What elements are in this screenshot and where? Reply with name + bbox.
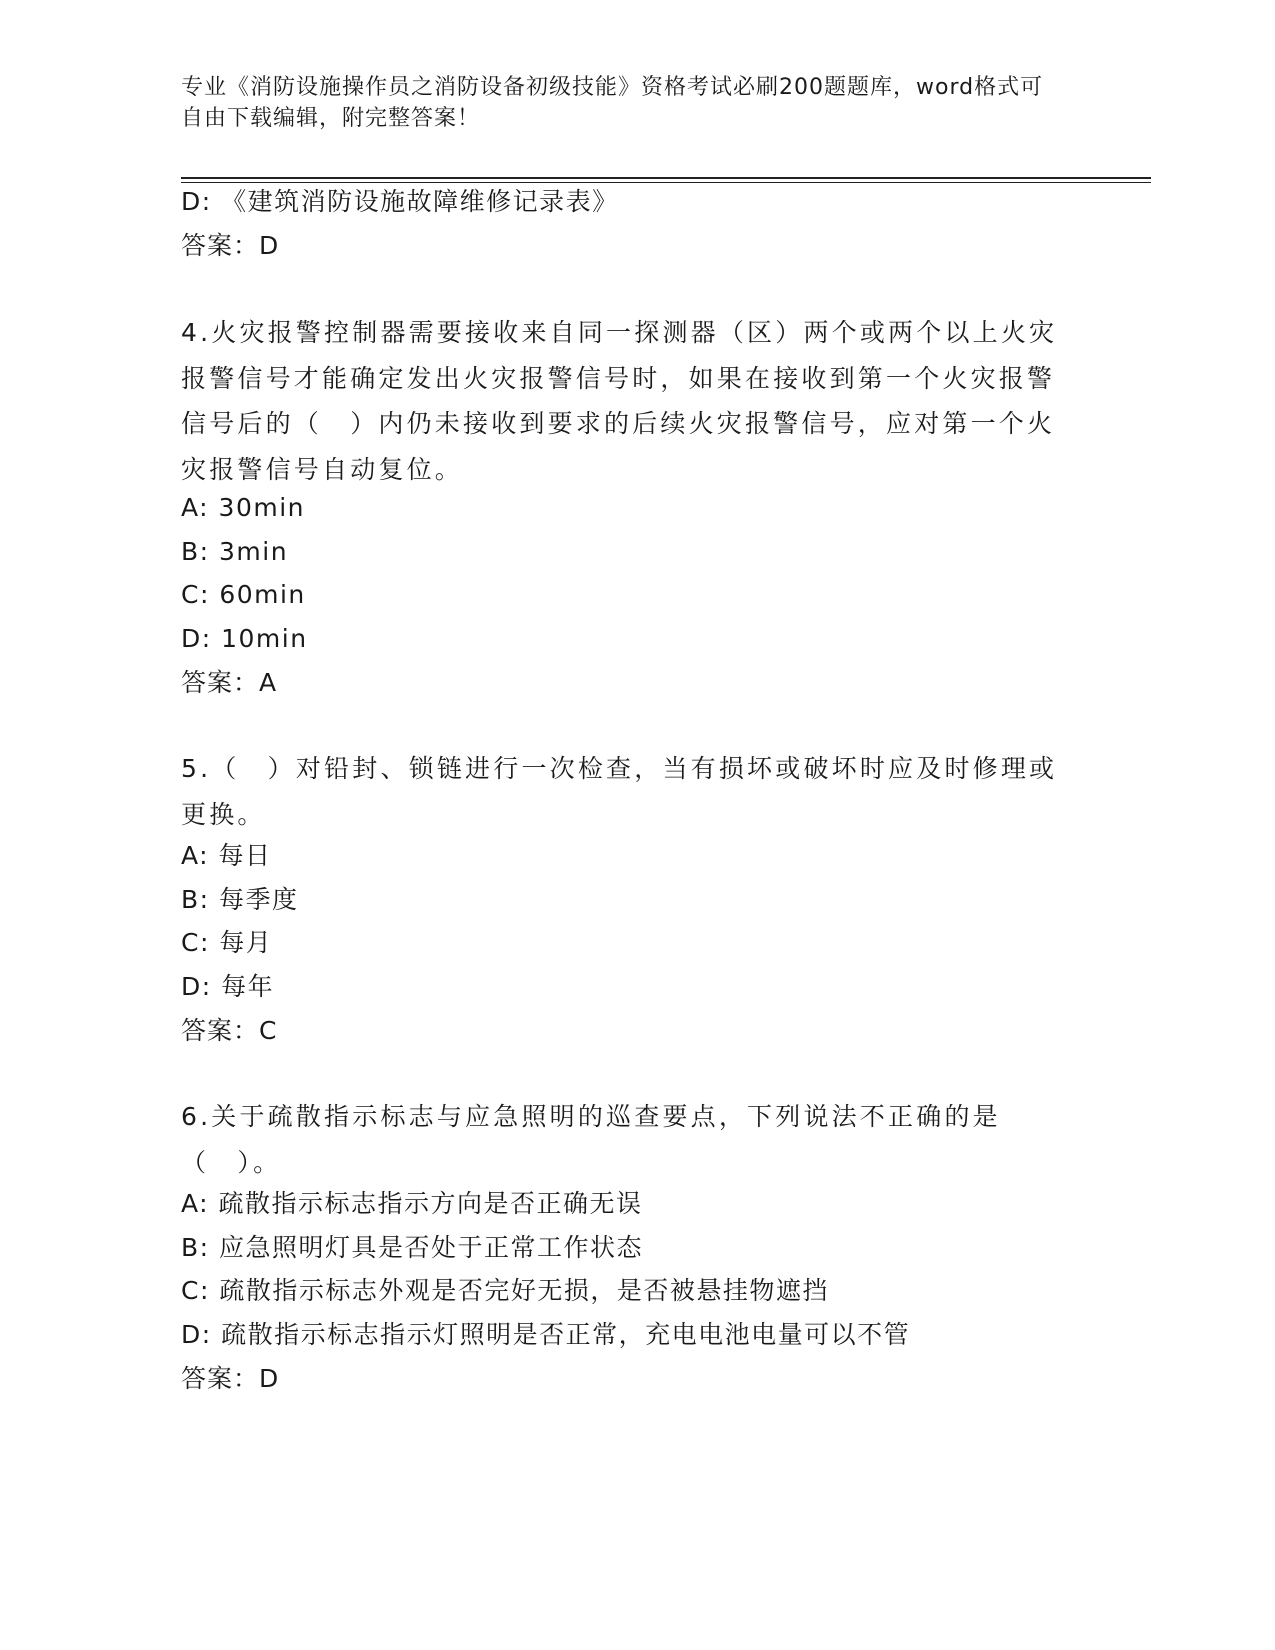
- question-5-answer: 答案：C: [181, 1016, 278, 1045]
- question-5-option-b: B: 每季度: [181, 885, 299, 914]
- question-5-option-a: A: 每日: [181, 841, 272, 870]
- question-6-option-c: C: 疏散指示标志外观是否完好无损，是否被悬挂物遮挡: [181, 1276, 829, 1305]
- question-6-option-a: A: 疏散指示标志指示方向是否正确无误: [181, 1189, 643, 1218]
- question-6-option-b: B: 应急照明灯具是否处于正常工作状态: [181, 1233, 644, 1262]
- question-4-option-c: C: 60min: [181, 580, 306, 609]
- document-header: 专业《消防设施操作员之消防设备初级技能》资格考试必刷200题题库，word格式可自由下载编辑，附完整答案！: [181, 75, 1044, 131]
- question-6-answer: 答案：D: [181, 1364, 280, 1393]
- question-4-option-b: B: 3min: [181, 537, 289, 566]
- question-6-option-d: D: 疏散指示标志指示灯照明是否正常，充电电池电量可以不管: [181, 1320, 911, 1349]
- question-5-stem: 5.（ ）对铅封、锁链进行一次检查，当有损坏或破坏时应及时修理或更换。: [181, 754, 1058, 829]
- question-5-option-c: C: 每月: [181, 928, 273, 957]
- prev-answer: 答案：D: [181, 231, 280, 260]
- question-4-option-a: A: 30min: [181, 493, 305, 522]
- question-4-answer: 答案：A: [181, 668, 278, 697]
- prev-option-d: D: 《建筑消防设施故障维修记录表》: [181, 187, 619, 216]
- question-5-option-d: D: 每年: [181, 972, 275, 1001]
- question-4-option-d: D: 10min: [181, 624, 308, 653]
- question-6-stem: 6.关于疏散指示标志与应急照明的巡查要点，下列说法不正确的是（ ）。: [181, 1102, 1001, 1177]
- question-4-stem: 4.火灾报警控制器需要接收来自同一探测器（区）两个或两个以上火灾报警信号才能确定发出火灾报警信号时，如果在接收到第一个火灾报警信号后的（ ）内仍未接收到要求的后续火灾报警信号，应对第一个火灾报警信号自动复位。: [181, 318, 1058, 484]
